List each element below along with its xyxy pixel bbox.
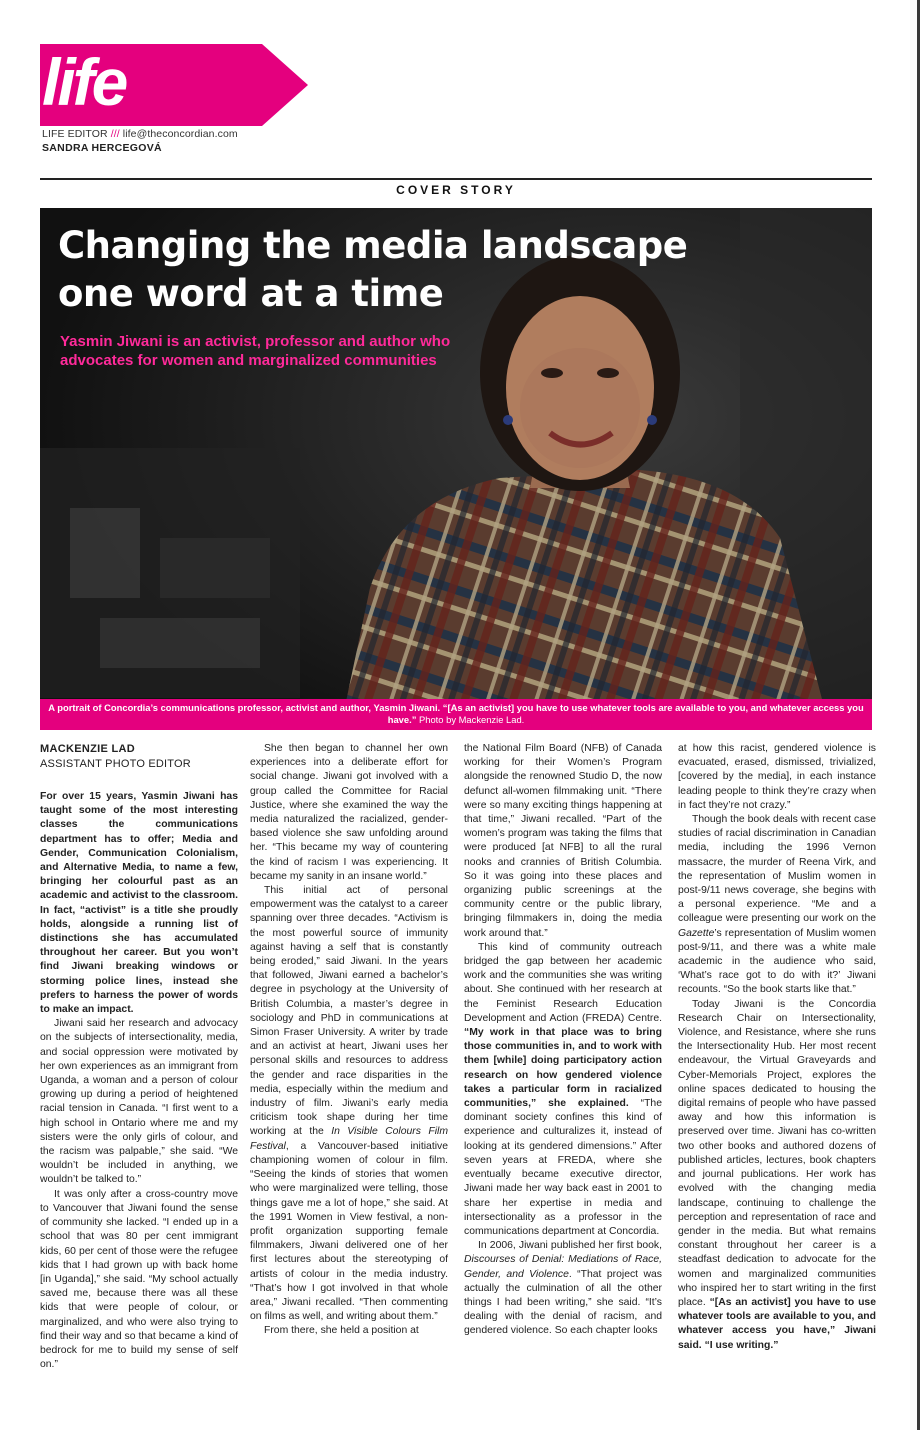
paragraph: Jiwani said her research and advocacy on the subjects of intersectionality, media, and social oppression were motivated by her own experiences as an immigrant from Uganda, a woman and a person of colour growing up during a period of heightened racial tension in Canada. “I first went to a high school in Ontario where me and my sisters were the only girls of colour, and the racism was palpable,” she said. “We wouldn’t be included in anything, we wouldn’t be talked to.” [40, 1018, 238, 1186]
paragraph-text: “The dominant society confines this kind of experience and culturalizes it, instead of looking at its gendered dimensions.” After seven years at FREDA, where she eventually became executive director, Jiwani made her way back east in 2001 to share her expertise in media and intersectionality as a professor in the communications department at Concordia. [464, 1098, 662, 1237]
paragraph: She then began to channel her own experiences into a deliberate effort for social change. Jiwani got involved with a group called the Committee for Racial Justice, where she examined the way the media naturalized the racialized, gender-based violence she saw unfolding around her. “This became my way of countering the kind of racism I was experiencing. It became my sanity in an insane world.” [250, 743, 448, 882]
lead-paragraph: For over 15 years, Yasmin Jiwani has taught some of the most interesting classes the communications department has to offer; Media and Gender, Communication Colonialism, and Alternative Media, to name a few, bringing her colourful past as an academic and activist to the classroom. In fact, “activist” is a title she proudly holds, alongside a running list of distinctions she has accumulated throughout her career. But you won’t find Jiwani breaking windows or storming police lines, instead she prefers to harness the power of words to make an impact. [40, 791, 238, 1016]
article-column-1 [40, 790, 238, 1372]
paragraph [250, 884, 448, 1324]
editor-separator: /// [107, 128, 123, 140]
paragraph: the National Film Board (NFB) of Canada working for their Women’s Program alongside the renowned Studio D, the now defunct all-women filmmaking unit. “There were so many exciting things happening at that time,” Jiwani recalled. “Part of the women’s program was taking the films that were produced [at NFB] to all the rural nooks and crannies of British Columbia. So it was going into these places and organizing public screenings at the community centre or the public library, bringing filmmakers in, doing the media work around that.” [464, 743, 662, 939]
article-column-4 [678, 742, 876, 1353]
paragraph-text: , a Vancouver-based initiative championing women of colour in film. “Seeing the kinds of stories that women who were marginalized were telling, those things gave me a lot of hope,” she said. At the 1991 Women in View festival, a non-profit organization supporting female filmmakers, Jiwani delivered one of her first lectures about the stereotyping of artists of colour in the media industry. “That’s how I got involved in that whole area,” Jiwani recalled. “Then commenting on films as well, and writing about them.” [250, 1140, 448, 1323]
paragraph [678, 998, 876, 1353]
book-title: Discourses of Denial: Mediations of Race, Gender, and Violence [464, 1254, 662, 1280]
paragraph: at how this racist, gendered violence is evacuated, erased, dismissed, trivialized, [covered by the media], in each instance leading people to think they’re crazy when in fact they’re not crazy.” [678, 743, 876, 811]
closing-quote-bold: “[As an activist] you have to use whatever tools are available to you, and whatever access you have,” Jiwani said. “I use writing.” [678, 1296, 876, 1351]
byline-name: MACKENZIE LAD [40, 743, 135, 755]
paragraph: From there, she held a position at [264, 1325, 419, 1337]
section-divider [40, 178, 872, 180]
editor-role: LIFE EDITOR [42, 128, 108, 140]
headline-line-2: one word at a time [58, 272, 444, 315]
pull-quote-bold: “My work in that place was to bring those communities in, and to work with them [while] doing participatory action research on how gendered violence takes a particular form in racialized communities,” she explained. [464, 1027, 662, 1110]
editor-email[interactable]: life@theconcordian.com [122, 128, 238, 140]
paragraph-text: Today Jiwani is the Concordia Research Chair on Intersectionality, Violence, and Resistance, where she runs the Intersectionality Hub. Her most recent endeavour, the Virtual Graveyards and Cyber-Memorials Project, explores the online spaces dedicated to housing the digital remains of people who have passed away and how this information is preserved over time. Jiwani has co-written two other books and authored dozens of published articles, lectures, book chapters and journal publications. Her work has evolved with the changing media landscape, continuing to challenge the perception and representation of race and gender in the media. But what remains constant throughout her career is a steadfast dedication to advocate for the women and marginalized communities who inspired her to start writing in the first place. [678, 998, 876, 1308]
paragraph-text: This initial act of personal empowerment was the catalyst to a career spanning over three decades. “Activism is the most powerful source of immunity against having a self that is constantly being eroded,” said Jiwani. In the years that followed, Jiwani earned a bachelor’s degree in psychology at the University of British Columbia, a master’s degree in sociology and PhD in communications at Simon Fraser University. A writer by trade and an activist at heart, Jiwani uses her personal skills and resources to address the gender and race disparities in the media, especially within the medium and industry of film. Jiwani’s early media criticism took shape during her time working at the [250, 885, 448, 1138]
cover-photo [40, 208, 872, 730]
article-deck: Yasmin Jiwani is an activist, professor and author who advocates for women and marginalized communities [60, 333, 451, 369]
caption-text: A portrait of Concordia’s communications professor, activist and author, Yasmin Jiwani. “[As an activist] you have to use whatever tools are available to you, and whatever access you have.” [48, 702, 864, 725]
paragraph-text: This kind of community outreach bridged the gap between her academic work and the communities she was writing about. She continued with her research at the Feminist Research Education Development and Action (FREDA) Centre. [464, 941, 662, 1024]
editor-credit [42, 128, 238, 140]
paragraph: It was only after a cross-country move to Vancouver that Jiwani found the sense of community she lacked. “I ended up in a school that was 80 per cent immigrant kids, 60 per cent of those were the refugee kids that I had grown up with back home [in Uganda],” she said. “My school actually saved me, because there was all these kids that were people of colour, or marginalized, and who were also trying to find their way and so that became a kind of bedrock for me to build my sense of self on.” [40, 1188, 238, 1371]
paragraph [678, 813, 876, 998]
article-column-3 [464, 742, 662, 1339]
paragraph-text: . “That project was actually the culmination of all the other things I had been writing,” she said. “It’s dealing with the denial of racism, and gendered violence. So each chapter looks [464, 1268, 662, 1337]
publication-title: Gazette [678, 927, 715, 939]
byline-title: ASSISTANT PHOTO EDITOR [40, 758, 191, 770]
paragraph [464, 1239, 662, 1338]
paragraph-text: Though the book deals with recent case studies of racial discrimination in Canadian media, including the 1996 Vernon massacre, the murder of Reena Virk, and the representation of Muslim women in post-9/11 news coverage, she begins with a personal experience. “Me and a colleague were presenting our work on the [678, 814, 876, 925]
article-headline [58, 222, 778, 318]
headline-line-1: Changing the media landscape [58, 224, 688, 267]
section-label: COVER STORY [396, 183, 516, 197]
article-column-2 [250, 742, 448, 1339]
paragraph [464, 941, 662, 1239]
section-masthead [40, 44, 308, 126]
paragraph-text: In 2006, Jiwani published her first book, [478, 1240, 662, 1252]
section-title: life [42, 45, 126, 119]
festival-title: In Visible Colours Film Festival [250, 1126, 448, 1152]
photo-caption [40, 699, 872, 730]
editor-name: SANDRA HERCEGOVÁ [42, 142, 162, 154]
photo-credit: Photo by Mackenzie Lad. [416, 714, 525, 725]
paragraph-text: ’s representation of Muslim women post-9/11, and there was a white male academic in the audience who said, ‘What’s race got to do with it?’ Jiwani recounts. “So the book starts like that.” [678, 927, 876, 996]
